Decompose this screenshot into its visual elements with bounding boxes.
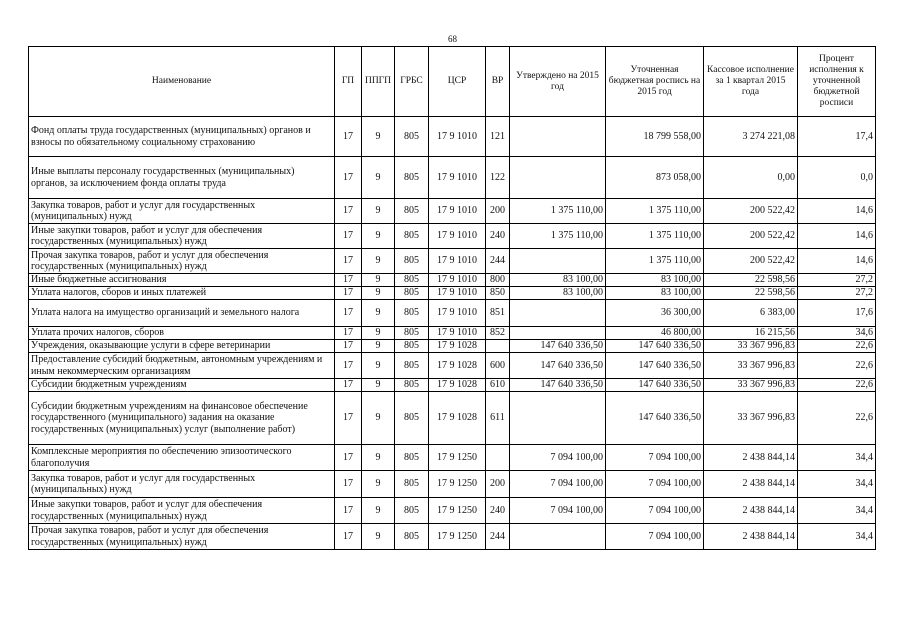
- row-name-cell: Иные закупки товаров, работ и услуг для обеспечения государственных (муниципальных) нужд: [29, 498, 335, 524]
- row-approved-cell: 1 375 110,00: [510, 199, 606, 224]
- table-row: [29, 379, 876, 392]
- row-csr-cell: 17 9 1250: [429, 471, 486, 498]
- row-gp-cell: 17: [335, 379, 362, 392]
- row-grbs-cell: 805: [395, 117, 429, 157]
- row-pgp-cell: 9: [362, 199, 395, 224]
- row-pgp-cell: 9: [362, 157, 395, 199]
- row-pgp-cell: 9: [362, 117, 395, 157]
- row-refined-cell: 147 640 336,50: [606, 340, 704, 353]
- row-approved-cell: [510, 327, 606, 340]
- row-vr-cell: 240: [486, 224, 510, 249]
- row-name-cell: Комплексные мероприятия по обеспечению эпизоотического благополучия: [29, 445, 335, 471]
- row-pgp-cell: 9: [362, 471, 395, 498]
- row-csr-cell: 17 9 1010: [429, 249, 486, 274]
- row-cash-cell: 22 598,56: [704, 287, 798, 300]
- row-name-cell: Фонд оплаты труда государственных (муниципальных) органов и взносы по обязательному социальному страхованию: [29, 117, 335, 157]
- row-name-cell: Субсидии бюджетным учреждениям: [29, 379, 335, 392]
- row-gp-cell: 17: [335, 524, 362, 550]
- row-pgp-cell: 9: [362, 327, 395, 340]
- row-cash-cell: 6 383,00: [704, 300, 798, 327]
- row-csr-cell: 17 9 1010: [429, 274, 486, 287]
- row-vr-cell: 200: [486, 471, 510, 498]
- row-approved-cell: 83 100,00: [510, 274, 606, 287]
- row-vr-cell: 851: [486, 300, 510, 327]
- row-vr-cell: 240: [486, 498, 510, 524]
- row-grbs-cell: 805: [395, 249, 429, 274]
- row-cash-cell: 33 367 996,83: [704, 340, 798, 353]
- row-cash-cell: 200 522,42: [704, 249, 798, 274]
- table-row: [29, 524, 876, 550]
- row-percent-cell: 34,4: [798, 471, 876, 498]
- row-name-cell: Прочая закупка товаров, работ и услуг для обеспечения государственных (муниципальных) нужд: [29, 524, 335, 550]
- row-vr-cell: 610: [486, 379, 510, 392]
- row-refined-cell: 46 800,00: [606, 327, 704, 340]
- row-gp-cell: 17: [335, 353, 362, 379]
- row-percent-cell: 0,0: [798, 157, 876, 199]
- row-cash-cell: 200 522,42: [704, 199, 798, 224]
- table-header: [29, 47, 876, 117]
- table-row: [29, 471, 876, 498]
- row-vr-cell: 600: [486, 353, 510, 379]
- page-number: 68: [448, 34, 457, 44]
- row-vr-cell: [486, 445, 510, 471]
- row-cash-cell: 33 367 996,83: [704, 379, 798, 392]
- row-name-cell: Предоставление субсидий бюджетным, автономным учреждениям и иным некоммерческим организациям: [29, 353, 335, 379]
- row-csr-cell: 17 9 1028: [429, 379, 486, 392]
- row-pgp-cell: 9: [362, 287, 395, 300]
- row-csr-cell: 17 9 1028: [429, 392, 486, 445]
- table-row: [29, 199, 876, 224]
- row-approved-cell: [510, 524, 606, 550]
- row-grbs-cell: 805: [395, 300, 429, 327]
- row-grbs-cell: 805: [395, 157, 429, 199]
- row-percent-cell: 22,6: [798, 353, 876, 379]
- row-approved-cell: [510, 157, 606, 199]
- row-grbs-cell: 805: [395, 287, 429, 300]
- table-row: [29, 392, 876, 445]
- row-percent-cell: 34,4: [798, 498, 876, 524]
- row-name-cell: Иные закупки товаров, работ и услуг для обеспечения государственных (муниципальных) нужд: [29, 224, 335, 249]
- table-row: [29, 274, 876, 287]
- row-percent-cell: 22,6: [798, 340, 876, 353]
- row-name-cell: Иные бюджетные ассигнования: [29, 274, 335, 287]
- row-percent-cell: 34,4: [798, 524, 876, 550]
- row-csr-cell: 17 9 1010: [429, 327, 486, 340]
- row-csr-cell: 17 9 1250: [429, 498, 486, 524]
- row-gp-cell: 17: [335, 157, 362, 199]
- row-cash-cell: 16 215,56: [704, 327, 798, 340]
- row-approved-cell: 147 640 336,50: [510, 340, 606, 353]
- row-name-cell: Прочая закупка товаров, работ и услуг для обеспечения государственных (муниципальных) нужд: [29, 249, 335, 274]
- table-row: [29, 287, 876, 300]
- row-grbs-cell: 805: [395, 327, 429, 340]
- header-refined: Уточненная бюджетная роспись на 2015 год: [606, 47, 704, 117]
- row-approved-cell: [510, 249, 606, 274]
- header-pgp: ППГП: [362, 47, 395, 117]
- table-row: [29, 445, 876, 471]
- table-row: [29, 340, 876, 353]
- row-cash-cell: 22 598,56: [704, 274, 798, 287]
- row-vr-cell: 122: [486, 157, 510, 199]
- row-gp-cell: 17: [335, 224, 362, 249]
- row-csr-cell: 17 9 1250: [429, 445, 486, 471]
- header-cash: Кассовое исполнение за 1 квартал 2015 года: [704, 47, 798, 117]
- header-name: Наименование: [29, 47, 335, 117]
- row-percent-cell: 14,6: [798, 224, 876, 249]
- row-approved-cell: [510, 300, 606, 327]
- table-row: [29, 224, 876, 249]
- header-csr: ЦСР: [429, 47, 486, 117]
- row-grbs-cell: 805: [395, 353, 429, 379]
- table-row: [29, 157, 876, 199]
- row-refined-cell: 1 375 110,00: [606, 249, 704, 274]
- row-csr-cell: 17 9 1010: [429, 287, 486, 300]
- row-refined-cell: 7 094 100,00: [606, 498, 704, 524]
- row-percent-cell: 22,6: [798, 379, 876, 392]
- header-vr: ВР: [486, 47, 510, 117]
- row-approved-cell: 147 640 336,50: [510, 379, 606, 392]
- row-pgp-cell: 9: [362, 224, 395, 249]
- header-percent: Процент исполнения к уточненной бюджетной росписи: [798, 47, 876, 117]
- row-gp-cell: 17: [335, 471, 362, 498]
- row-approved-cell: 1 375 110,00: [510, 224, 606, 249]
- row-percent-cell: 34,6: [798, 327, 876, 340]
- row-pgp-cell: 9: [362, 353, 395, 379]
- row-name-cell: Уплата налога на имущество организаций и земельного налога: [29, 300, 335, 327]
- row-csr-cell: 17 9 1010: [429, 157, 486, 199]
- row-vr-cell: 244: [486, 249, 510, 274]
- row-pgp-cell: 9: [362, 300, 395, 327]
- table-row: [29, 300, 876, 327]
- row-grbs-cell: 805: [395, 498, 429, 524]
- row-pgp-cell: 9: [362, 524, 395, 550]
- row-approved-cell: 7 094 100,00: [510, 445, 606, 471]
- header-gp: ГП: [335, 47, 362, 117]
- row-name-cell: Уплата прочих налогов, сборов: [29, 327, 335, 340]
- row-cash-cell: 3 274 221,08: [704, 117, 798, 157]
- row-grbs-cell: 805: [395, 340, 429, 353]
- row-cash-cell: 200 522,42: [704, 224, 798, 249]
- row-cash-cell: 2 438 844,14: [704, 524, 798, 550]
- row-approved-cell: [510, 117, 606, 157]
- row-grbs-cell: 805: [395, 392, 429, 445]
- row-grbs-cell: 805: [395, 224, 429, 249]
- row-grbs-cell: 805: [395, 471, 429, 498]
- row-name-cell: Учреждения, оказывающие услуги в сфере ветеринарии: [29, 340, 335, 353]
- row-refined-cell: 7 094 100,00: [606, 445, 704, 471]
- row-vr-cell: 850: [486, 287, 510, 300]
- row-refined-cell: 7 094 100,00: [606, 524, 704, 550]
- row-vr-cell: 200: [486, 199, 510, 224]
- row-csr-cell: 17 9 1010: [429, 199, 486, 224]
- row-vr-cell: 800: [486, 274, 510, 287]
- row-gp-cell: 17: [335, 287, 362, 300]
- row-refined-cell: 36 300,00: [606, 300, 704, 327]
- row-pgp-cell: 9: [362, 249, 395, 274]
- row-approved-cell: [510, 392, 606, 445]
- row-name-cell: Закупка товаров, работ и услуг для государственных (муниципальных) нужд: [29, 471, 335, 498]
- row-cash-cell: 0,00: [704, 157, 798, 199]
- row-refined-cell: 83 100,00: [606, 274, 704, 287]
- header-approved: Утверждено на 2015 год: [510, 47, 606, 117]
- row-grbs-cell: 805: [395, 379, 429, 392]
- row-name-cell: Иные выплаты персоналу государственных (муниципальных) органов, за исключением фонда оплаты труда: [29, 157, 335, 199]
- row-grbs-cell: 805: [395, 524, 429, 550]
- row-gp-cell: 17: [335, 249, 362, 274]
- row-name-cell: Уплата налогов, сборов и иных платежей: [29, 287, 335, 300]
- row-csr-cell: 17 9 1028: [429, 353, 486, 379]
- row-refined-cell: 147 640 336,50: [606, 353, 704, 379]
- row-cash-cell: 2 438 844,14: [704, 498, 798, 524]
- row-gp-cell: 17: [335, 117, 362, 157]
- row-gp-cell: 17: [335, 199, 362, 224]
- row-percent-cell: 17,4: [798, 117, 876, 157]
- row-approved-cell: 7 094 100,00: [510, 498, 606, 524]
- row-vr-cell: 244: [486, 524, 510, 550]
- row-refined-cell: 147 640 336,50: [606, 392, 704, 445]
- row-percent-cell: 27,2: [798, 287, 876, 300]
- row-name-cell: Субсидии бюджетным учреждениям на финансовое обеспечение государственного (муниципального) задания на оказание государственных (муниципальных) услуг (выполнение работ): [29, 392, 335, 445]
- row-percent-cell: 34,4: [798, 445, 876, 471]
- row-csr-cell: 17 9 1010: [429, 224, 486, 249]
- table-row: [29, 498, 876, 524]
- row-pgp-cell: 9: [362, 340, 395, 353]
- row-name-cell: Закупка товаров, работ и услуг для государственных (муниципальных) нужд: [29, 199, 335, 224]
- row-approved-cell: 147 640 336,50: [510, 353, 606, 379]
- row-pgp-cell: 9: [362, 498, 395, 524]
- table-row: [29, 117, 876, 157]
- row-refined-cell: 7 094 100,00: [606, 471, 704, 498]
- row-gp-cell: 17: [335, 300, 362, 327]
- row-refined-cell: 1 375 110,00: [606, 224, 704, 249]
- row-csr-cell: 17 9 1010: [429, 300, 486, 327]
- row-csr-cell: 17 9 1028: [429, 340, 486, 353]
- row-approved-cell: 7 094 100,00: [510, 471, 606, 498]
- row-refined-cell: 147 640 336,50: [606, 379, 704, 392]
- row-percent-cell: 17,6: [798, 300, 876, 327]
- row-cash-cell: 2 438 844,14: [704, 471, 798, 498]
- row-cash-cell: 33 367 996,83: [704, 392, 798, 445]
- table-body: [29, 117, 876, 550]
- row-gp-cell: 17: [335, 274, 362, 287]
- row-csr-cell: 17 9 1250: [429, 524, 486, 550]
- row-gp-cell: 17: [335, 392, 362, 445]
- table-row: [29, 353, 876, 379]
- row-pgp-cell: 9: [362, 445, 395, 471]
- row-pgp-cell: 9: [362, 274, 395, 287]
- row-gp-cell: 17: [335, 340, 362, 353]
- row-percent-cell: 14,6: [798, 249, 876, 274]
- row-percent-cell: 27,2: [798, 274, 876, 287]
- table-row: [29, 249, 876, 274]
- row-gp-cell: 17: [335, 445, 362, 471]
- row-percent-cell: 14,6: [798, 199, 876, 224]
- row-vr-cell: 611: [486, 392, 510, 445]
- budget-table: [28, 46, 876, 550]
- row-grbs-cell: 805: [395, 274, 429, 287]
- row-pgp-cell: 9: [362, 392, 395, 445]
- row-vr-cell: 852: [486, 327, 510, 340]
- row-refined-cell: 1 375 110,00: [606, 199, 704, 224]
- row-cash-cell: 33 367 996,83: [704, 353, 798, 379]
- table-row: [29, 327, 876, 340]
- row-cash-cell: 2 438 844,14: [704, 445, 798, 471]
- row-pgp-cell: 9: [362, 379, 395, 392]
- row-gp-cell: 17: [335, 327, 362, 340]
- row-vr-cell: 121: [486, 117, 510, 157]
- row-refined-cell: 83 100,00: [606, 287, 704, 300]
- row-gp-cell: 17: [335, 498, 362, 524]
- row-csr-cell: 17 9 1010: [429, 117, 486, 157]
- header-grbs: ГРБС: [395, 47, 429, 117]
- row-vr-cell: [486, 340, 510, 353]
- row-grbs-cell: 805: [395, 445, 429, 471]
- row-refined-cell: 873 058,00: [606, 157, 704, 199]
- row-approved-cell: 83 100,00: [510, 287, 606, 300]
- row-percent-cell: 22,6: [798, 392, 876, 445]
- row-grbs-cell: 805: [395, 199, 429, 224]
- row-refined-cell: 18 799 558,00: [606, 117, 704, 157]
